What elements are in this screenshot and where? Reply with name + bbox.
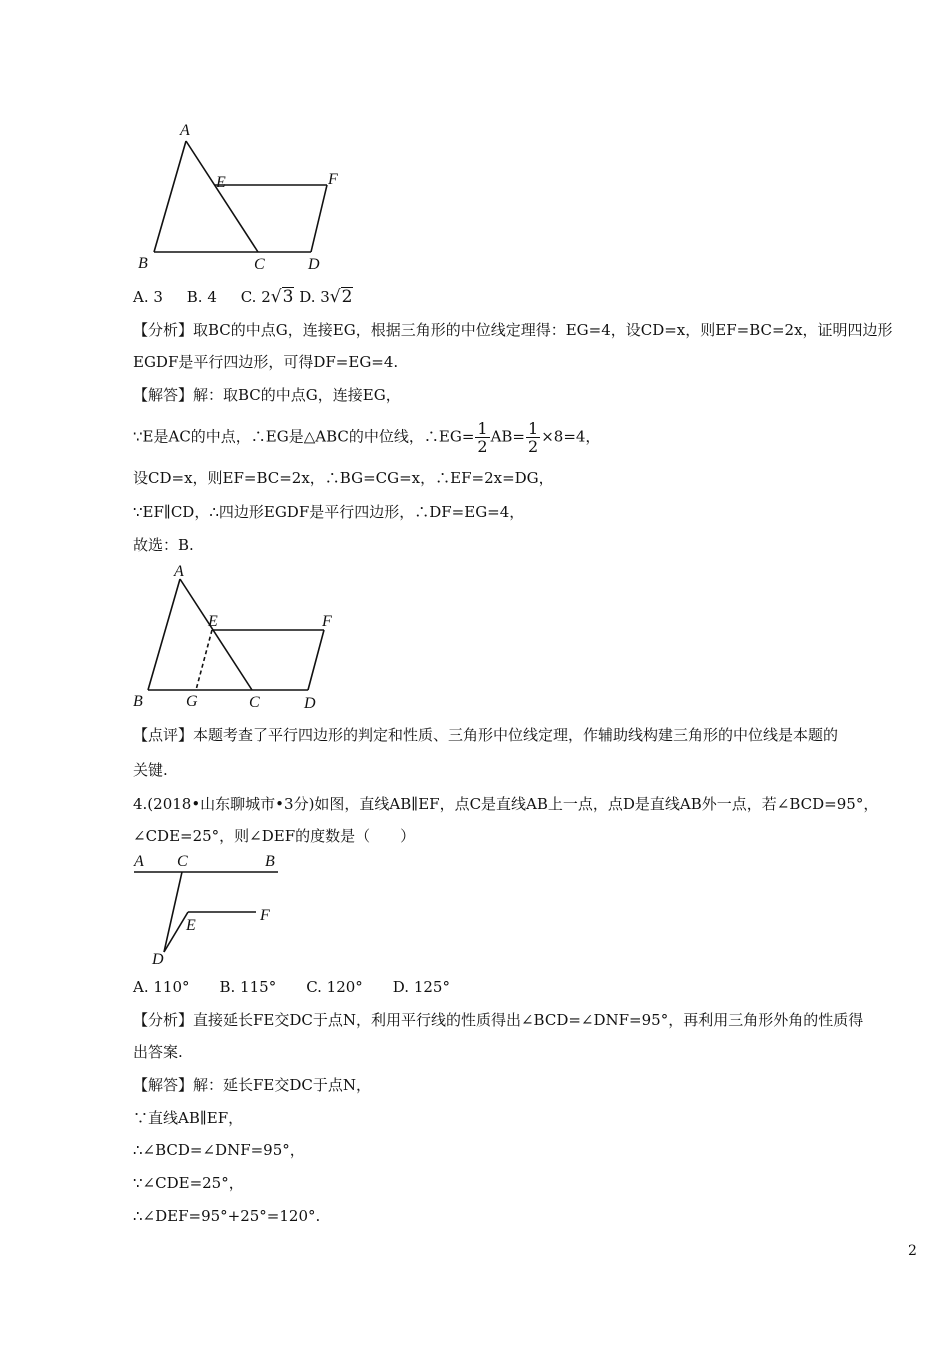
fig3-label-D: D [152,951,164,968]
q4-stem-line-1: 4.(2018•山东聊城市•3分)如图，直线AB∥EF，点C是直线AB上一点，点D是直线AB外一点，若∠BCD=95°， [133,795,879,813]
q4-answer-line-2: ∵直线AB∥EF， [133,1109,244,1127]
q3-answer-line-3: 设CD=x，则EF=BC=2x，∴BG=CG=x，∴EF=2x=DG， [133,469,554,487]
figure-2-parallelogram-with-midpoint [128,560,358,715]
fig1-label-C: C [254,256,265,273]
q3-analysis-line-2: EGDF是平行四边形，可得DF=EG=4. [133,353,399,371]
fig2-label-D: D [304,695,316,712]
q4-analysis-line-2: 出答案. [133,1043,183,1061]
q4-analysis-line-1: 【分析】直接延长FE交DC于点N，利用平行线的性质得出∠BCD=∠DNF=95°，再利用三角形外角的性质得 [133,1011,864,1029]
q3-answer-line-5: 故选：B. [133,536,194,554]
q3-comment-line-2: 关键. [133,761,168,779]
q4-stem-line-2: ∠CDE=25°，则∠DEF的度数是（ ） [133,827,416,845]
q4-options: A. 110° B. 115° C. 120° D. 125° [133,978,450,996]
fig2-label-B: B [133,693,143,710]
figure-1-parallelogram [130,120,360,275]
q3-answer-line-4: ∵EF∥CD，∴四边形EGDF是平行四边形，∴DF=EG=4， [133,503,525,521]
q4-answer-line-5: ∴∠DEF=95°+25°=120°. [133,1207,321,1225]
fig3-label-A: A [134,853,144,870]
fig3-label-E: E [186,917,196,934]
fig3-label-C: C [177,853,188,870]
q3-options: A. 3 B. 4 C. 2√3 D. 3√2 [133,287,353,307]
fig2-label-F: F [322,613,332,630]
q3-analysis-line-1: 【分析】取BC的中点G，连接EG，根据三角形的中位线定理得：EG=4，设CD=x，则EF=BC=2x，证明四边形 [133,321,893,339]
fig3-label-B: B [265,853,275,870]
q3-answer-line-2: ∵E是AC的中点，∴EG是△ABC的中位线，∴EG= $\frac{1}{2}$ AB= $\frac{1}{2}$ ×8=4， [133,419,601,456]
fig1-label-A: A [180,122,190,139]
q4-answer-line-4: ∵∠CDE=25°， [133,1174,244,1192]
fig2-label-C: C [249,694,260,711]
figure-3-parallel-lines [128,848,288,970]
fig3-label-F: F [260,907,270,924]
fig1-label-D: D [308,256,320,273]
fraction-half-2: $\frac{1}{2}$ [528,419,539,456]
fig2-label-E: E [208,613,218,630]
fig1-label-B: B [138,255,148,272]
q4-answer-line-3: ∴∠BCD=∠DNF=95°， [133,1141,305,1159]
fig2-label-A: A [174,563,184,580]
q3-comment-line-1: 【点评】本题考查了平行四边形的判定和性质、三角形中位线定理，作辅助线构建三角形的中位线是本题的 [133,726,839,744]
q4-answer-line-1: 【解答】解：延长FE交DC于点N， [133,1076,371,1094]
q3-answer-line-1: 【解答】解：取BC的中点G，连接EG， [133,386,401,404]
fig1-label-F: F [328,171,338,188]
fig1-label-E: E [216,174,226,191]
fig2-label-G: G [186,693,198,710]
page-number: 2 [908,1243,917,1259]
fraction-half-1: $\frac{1}{2}$ [477,419,488,456]
